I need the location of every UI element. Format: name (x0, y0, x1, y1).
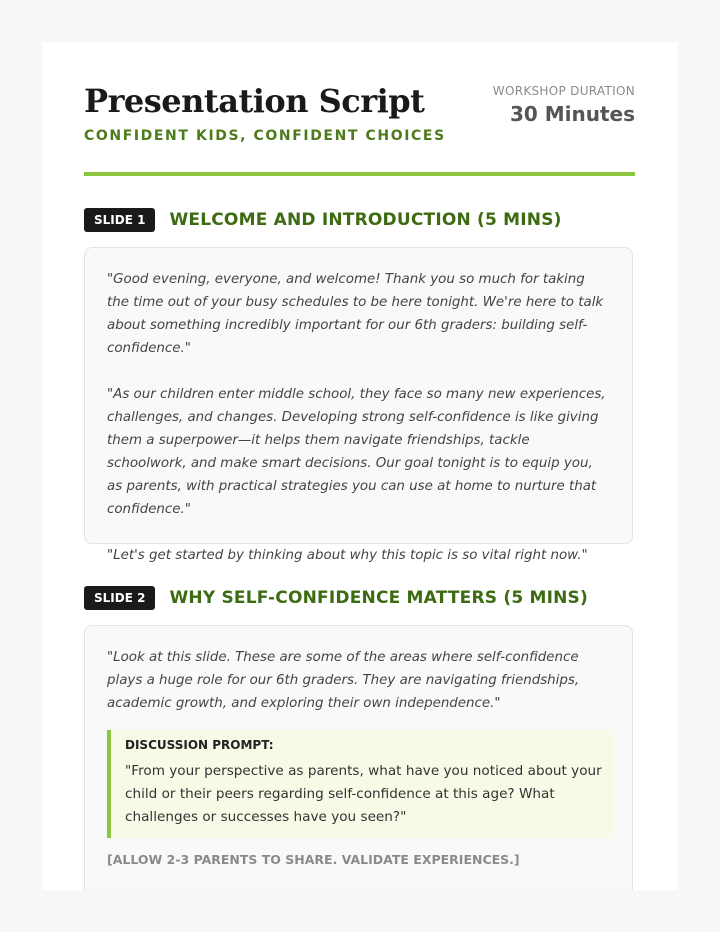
slide-2-heading (84, 585, 588, 611)
duration-label: WORKSHOP DURATION (492, 84, 635, 98)
page-header (84, 82, 635, 176)
facilitator-instruction: [ALLOW 2-3 PARENTS TO SHARE. VALIDATE EXPERIENCES.] (107, 852, 520, 867)
page-subtitle: CONFIDENT KIDS, CONFIDENT CHOICES (84, 128, 446, 144)
script-page (42, 42, 678, 890)
prompt-text: "From your perspective as parents, what have you noticed about your child or their peers regarding self-confidence at this age? What challenges or successes have you seen?" (125, 763, 602, 825)
script-paragraph: "Good evening, everyone, and welcome! Thank you so much for taking the time out of your busy schedules to be here tonight. We're here to talk about something incredibly important for our 6th graders: building self-confidence." (107, 272, 604, 356)
slide-1-script-card (84, 247, 633, 563)
slide-badge: SLIDE 1 (84, 208, 155, 232)
slide-2-script-card (84, 625, 633, 890)
workshop-duration (493, 84, 635, 126)
slide-title: WELCOME AND INTRODUCTION (5 MINS) (169, 210, 562, 230)
slide-badge: SLIDE 2 (84, 586, 155, 610)
script-paragraph: "As our children enter middle school, they face so many new experiences, challenges, and changes. Developing strong self-confidence is like giving them a superpower—it helps them navigate friendships, tackle schoolwork, and make smart decisions. Our goal tonight is to equip you, as parents, with practical strategies you can use at home to nurture that confidence." (107, 387, 606, 517)
discussion-prompt (107, 730, 613, 838)
slide-title: WHY SELF-CONFIDENCE MATTERS (5 MINS) (169, 588, 588, 608)
prompt-label: DISCUSSION PROMPT: (125, 738, 274, 752)
slide-1-heading (84, 207, 562, 233)
duration-value: 30 Minutes (509, 102, 635, 126)
script-paragraph: "Let's get started by thinking about why this topic is so vital right now." (107, 548, 588, 563)
script-paragraph: "Look at this slide. These are some of the areas where self-confidence plays a huge role for our 6th graders. They are navigating friendships, academic growth, and exploring their own independence." (107, 650, 580, 711)
page-title: Presentation Script (84, 82, 425, 120)
